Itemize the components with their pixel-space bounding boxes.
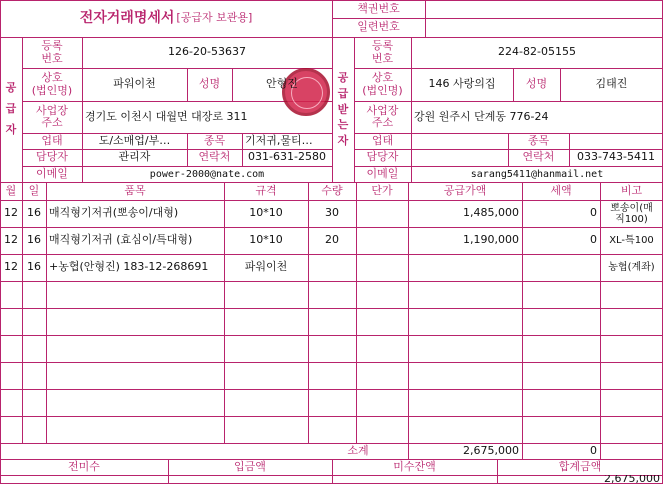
- receiver-name: 146 사랑의집: [428, 77, 496, 91]
- supplier-email-label: 이메일: [36, 166, 68, 180]
- receiver-reg-label: 등록 번호: [371, 39, 394, 65]
- table-cell: 10*10: [249, 233, 283, 247]
- supplier-contact: 031-631-2580: [248, 150, 326, 164]
- table-cell: XL-특100: [609, 235, 654, 246]
- receiver-addr-label: 사업장 주소: [366, 103, 399, 129]
- subtotal-label: 소계: [347, 443, 369, 457]
- receiver-rep: 김태진: [595, 77, 628, 91]
- table-cell: 12: [4, 260, 18, 274]
- receiver-type-label: 업태: [371, 133, 394, 147]
- receiver-side-label: 공 급 받 는 자: [337, 70, 349, 148]
- column-header: 품목: [124, 183, 146, 197]
- supplier-email: power-2000@nate.com: [149, 168, 265, 180]
- table-cell: 0: [590, 233, 597, 247]
- table-cell: [522, 254, 600, 281]
- supplier-name-label: 상호 (법인명): [31, 71, 73, 97]
- receiver-item: [569, 133, 663, 149]
- table-cell: 16: [27, 233, 41, 247]
- table-cell: 10*10: [249, 206, 283, 220]
- supplier-reg-label: 등록 번호: [41, 39, 63, 65]
- receiver-name-label: 상호 (법인명): [362, 71, 403, 97]
- column-header: 공급가액: [443, 183, 487, 197]
- receiver-email: sarang5411@hanmail.net: [470, 168, 604, 180]
- supplier-reg-no: 126-20-53637: [168, 45, 246, 59]
- table-cell: +농협(안형진) 183-12-268691: [49, 260, 209, 274]
- table-row: [0, 200, 663, 227]
- footer-value: [332, 475, 497, 484]
- column-header: 월: [5, 183, 17, 197]
- receiver-item-label: 종목: [527, 133, 550, 147]
- column-header: 세액: [550, 183, 572, 197]
- table-row: [0, 335, 663, 362]
- supplier-item-label: 종목: [203, 133, 226, 147]
- table-cell: 뽀송이(매 직100): [610, 202, 653, 225]
- receiver-rep-label: 성명: [525, 77, 548, 91]
- column-header: 일: [28, 183, 40, 197]
- title-block: [0, 0, 332, 37]
- table-row: [0, 416, 663, 443]
- table-row: [0, 308, 663, 335]
- table-cell: 30: [325, 206, 339, 220]
- supplier-manager: 관리자: [118, 150, 151, 164]
- table-row: [0, 254, 663, 281]
- supplier-addr-label: 사업장 주소: [36, 103, 68, 129]
- table-cell: [356, 227, 408, 254]
- column-header: 단가: [371, 183, 393, 197]
- supplier-name: 파워이천: [113, 77, 156, 91]
- table-cell: 16: [27, 260, 41, 274]
- receiver-manager: [411, 149, 508, 166]
- supplier-type: 도/소매업/부…: [98, 133, 171, 147]
- supplier-contact-label: 연락처: [198, 150, 231, 164]
- table-row: [0, 281, 663, 308]
- receiver-reg-no: 224-82-05155: [498, 45, 576, 59]
- book-no-label: 책권번호: [357, 1, 400, 15]
- table-cell: 매직형기저귀(뽀송이/대형): [49, 206, 179, 220]
- table-cell: [408, 254, 522, 281]
- table-cell: 12: [4, 233, 18, 247]
- table-cell: [308, 254, 356, 281]
- supplier-item: 기저귀,물티…: [245, 133, 313, 147]
- supplier-rep: 안형진: [266, 77, 298, 91]
- supplier-manager-label: 담당자: [36, 150, 68, 164]
- column-header: 비고: [620, 183, 643, 197]
- table-cell: 농협(계좌): [608, 262, 655, 273]
- table-cell: 1,190,000: [463, 233, 519, 247]
- receiver-manager-label: 담당자: [366, 150, 399, 164]
- table-cell: 16: [27, 206, 41, 220]
- table-cell: [356, 200, 408, 227]
- table-cell: 1,485,000: [463, 206, 519, 220]
- footer-label: 전미수: [68, 459, 100, 473]
- table-cell: 20: [325, 233, 339, 247]
- column-header: 수량: [321, 183, 343, 197]
- supplier-addr: 경기도 이천시 대월면 대장로 311: [85, 109, 248, 123]
- receiver-email-label: 이메일: [366, 166, 399, 180]
- footer-label: 합계금액: [558, 459, 602, 473]
- table-cell: [356, 254, 408, 281]
- supplier-side-label: 공 급 자: [5, 81, 17, 136]
- footer-label: 미수잔액: [393, 459, 436, 473]
- footer-value: [0, 475, 168, 484]
- table-cell: 0: [590, 206, 597, 220]
- receiver-type: [411, 133, 508, 149]
- subtotal-supply: 2,675,000: [463, 443, 519, 457]
- supplier-rep-label: 성명: [198, 77, 221, 91]
- table-cell: 매직형기저귀 (효심이/특대형): [49, 233, 193, 247]
- receiver-addr: 강원 원주시 단계동 776-24: [414, 109, 549, 123]
- page-title: 전자거래명세서: [79, 9, 175, 26]
- footer-value: [168, 475, 332, 484]
- table-cell: 파워이천: [244, 260, 288, 274]
- supplier-type-label: 업태: [41, 133, 63, 147]
- table-row: [0, 362, 663, 389]
- table-cell: 12: [4, 206, 18, 220]
- page-subtitle: [공급자 보관용]: [176, 11, 253, 25]
- receiver-contact: 033-743-5411: [577, 150, 655, 164]
- table-row: [0, 227, 663, 254]
- serial-no-label: 일련번호: [357, 20, 400, 34]
- receiver-contact-label: 연락처: [522, 150, 555, 164]
- table-row: [0, 389, 663, 416]
- subtotal-tax: 0: [590, 443, 597, 457]
- column-header: 규격: [255, 183, 277, 197]
- footer-label: 입금액: [234, 459, 266, 473]
- footer-value: 2,675,000: [604, 475, 660, 484]
